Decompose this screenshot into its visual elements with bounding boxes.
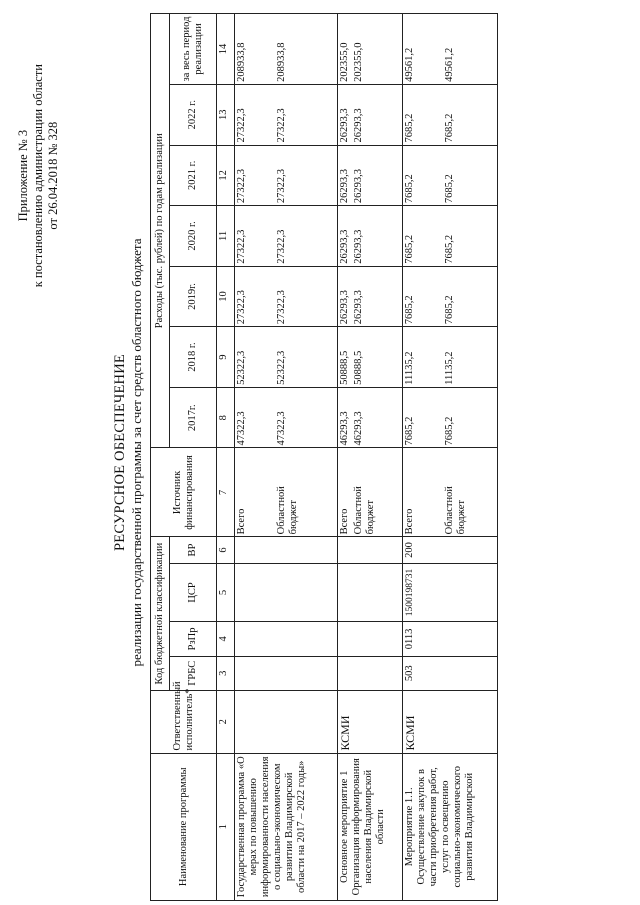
source-cell [338,448,403,537]
col-num: 4 [217,622,235,656]
header-year-2019: 2019г. [170,266,217,327]
col-num: 12 [217,145,235,206]
value-cell [403,266,498,327]
col-num: 11 [217,206,235,267]
value-cell [338,14,403,85]
col-num: 13 [217,84,235,145]
col-num: 7 [217,448,235,537]
value-total: 208933,8 [236,42,247,82]
header-rzpr: РзПр [170,622,217,656]
grbs-cell: 503 [403,656,498,690]
value-total: 47322,3 [236,411,247,446]
value-cell [235,206,338,267]
value-regional: 7685,2 [444,234,455,264]
header-row-1 [151,14,170,901]
value-cell [338,387,403,448]
header-year-2021: 2021 г. [170,145,217,206]
value-regional: 7685,2 [444,113,455,143]
col-num: 9 [217,327,235,388]
header-program-name: Наименование программы [151,753,217,900]
value-cell [338,84,403,145]
value-regional: 27322,3 [276,168,287,204]
value-regional: 26293,3 [353,108,364,143]
header-source: Источник финансирования [151,448,217,537]
appendix-line-1: Приложение № 3 [16,129,30,222]
value-regional: 208933,8 [276,42,287,82]
value-cell [403,387,498,448]
value-regional: 47322,3 [276,411,287,446]
source-regional: Областной бюджет [444,486,467,535]
value-regional: 7685,2 [444,174,455,204]
value-cell [338,206,403,267]
value-total: 7685,2 [404,295,415,325]
value-regional: 52322,3 [276,350,287,385]
value-total: 49561,2 [404,47,415,82]
value-regional: 46293,3 [353,411,364,446]
value-total: 7685,2 [404,416,415,446]
column-number-row [217,14,235,901]
source-total: Всего [339,508,350,535]
rzpr-cell [338,622,403,656]
source-total: Всего [404,508,415,535]
appendix-line-3: от 26.04.2018 № 328 [46,121,60,230]
value-total: 27322,3 [236,290,247,325]
value-regional: 50888,5 [353,350,364,385]
vr-cell [235,537,338,563]
value-regional: 26293,3 [353,229,364,264]
grbs-cell [235,656,338,690]
value-regional: 7685,2 [444,295,455,325]
value-total: 26293,3 [339,168,350,204]
value-regional: 27322,3 [276,290,287,325]
value-regional: 27322,3 [276,229,287,264]
col-num: 3 [217,656,235,690]
col-num: 5 [217,563,235,622]
value-total: 26293,3 [339,108,350,143]
source-regional: Областной бюджет [276,486,299,535]
header-total: за весь период реализации [170,14,217,85]
value-cell [235,266,338,327]
title-sub: реализации государственной программы за счет средств областного бюджета [129,238,144,667]
value-total: 27322,3 [236,108,247,143]
value-cell [338,327,403,388]
value-cell [235,387,338,448]
rzpr-cell: 0113 [403,622,498,656]
value-regional: 202355,0 [353,42,364,82]
header-budget-code: Код бюджетной классификации [151,537,170,691]
value-cell [338,266,403,327]
header-year-2022: 2022 г. [170,84,217,145]
value-total: 7685,2 [404,113,415,143]
appendix-note [16,64,61,287]
value-regional: 11135,2 [444,351,455,385]
col-num: 6 [217,537,235,563]
col-num: 10 [217,266,235,327]
executor-cell: КСМИ [403,690,498,753]
rzpr-cell [235,622,338,656]
program-name-cell: Основное мероприятие 1 Организация информирования населения Владимирской области [338,753,403,900]
resource-table [150,13,498,901]
source-total: Всего [236,508,247,535]
value-cell [403,206,498,267]
source-regional: Областной бюджет [353,486,376,535]
value-total: 27322,3 [236,229,247,264]
title-main: РЕСУРСНОЕ ОБЕСПЕЧЕНИЕ [112,354,128,551]
value-cell [235,145,338,206]
value-regional: 7685,2 [444,416,455,446]
vr-cell: 200 [403,537,498,563]
col-num: 1 [217,753,235,900]
table-row [403,14,498,901]
value-regional: 27322,3 [276,108,287,143]
value-total: 7685,2 [404,174,415,204]
csr-cell: 1500198731 [403,563,498,622]
header-expenses: Расходы (тыс. рублей) по годам реализации [151,14,170,448]
value-regional: 26293,3 [353,290,364,325]
header-year-2020: 2020 г. [170,206,217,267]
value-cell [403,14,498,85]
col-num: 8 [217,387,235,448]
executor-cell [235,690,338,753]
source-cell [403,448,498,537]
header-csr: ЦСР [170,563,217,622]
value-total: 202355,0 [339,42,350,82]
value-cell [338,145,403,206]
vr-cell [338,537,403,563]
col-num: 2 [217,690,235,753]
appendix-line-2: к постановлению администрации области [31,64,45,288]
executor-cell: КСМИ [338,690,403,753]
value-cell [235,84,338,145]
value-total: 11135,2 [404,351,415,385]
col-num: 14 [217,14,235,85]
csr-cell [235,563,338,622]
document-title [112,0,144,905]
source-cell [235,448,338,537]
header-executor: Ответственный исполнитель* [151,690,217,753]
value-total: 7685,2 [404,234,415,264]
value-total: 26293,3 [339,290,350,325]
header-vr: ВР [170,537,217,563]
value-cell [403,84,498,145]
header-year-2018: 2018 г. [170,327,217,388]
header-year-2017: 2017г. [170,387,217,448]
csr-cell [338,563,403,622]
value-cell [403,145,498,206]
value-regional: 26293,3 [353,168,364,204]
grbs-cell [338,656,403,690]
table-row [235,14,338,901]
value-cell [235,327,338,388]
program-name-cell: Мероприятие 1.1. Осуществление закупок в части приобретения работ, услуг по освещению социально-экономического развития Владимирской [403,753,498,900]
value-cell [403,327,498,388]
value-total: 27322,3 [236,168,247,204]
value-total: 46293,3 [339,411,350,446]
value-regional: 49561,2 [444,47,455,82]
table-row [338,14,403,901]
header-grbs: ГРБС [170,656,217,690]
value-cell [235,14,338,85]
value-total: 26293,3 [339,229,350,264]
value-total: 52322,3 [236,350,247,385]
program-name-cell: Государственная программа «О мерах по повышению информированности населения о социально-экономическом развитии Владимирской области на 2017 – 2022 годы» [235,753,338,900]
value-total: 50888,5 [339,350,350,385]
